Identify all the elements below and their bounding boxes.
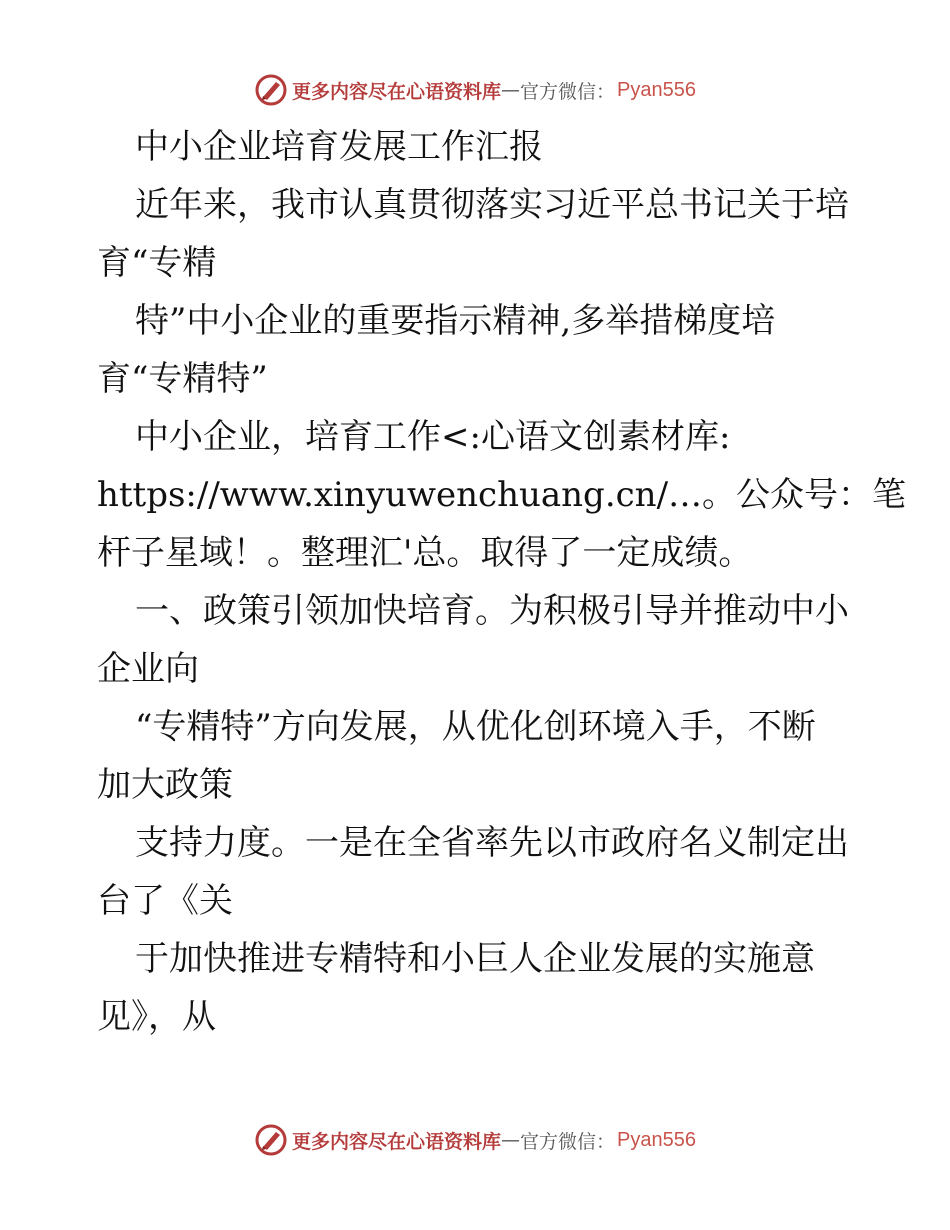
banner-wechat-id: Pyan556 [617,78,696,101]
text-line: “专精特”方向发展，从优化创环境入手，不断 [135,707,816,747]
banner-dash: — [501,1129,521,1151]
banner-wechat-id: Pyan556 [617,1128,696,1151]
text-line: 见》，从 [97,997,216,1037]
text-line: 杆子星域！。整理汇'总。取得了一定成绩。 [97,533,753,573]
text-line: 中小企业，培育工作<:心语文创素材库: [135,417,731,457]
banner-wechat-label: 官方微信： [520,1130,616,1153]
text-line: 支持力度。一是在全省率先以市政府名义制定出 [135,823,849,863]
section-heading-line: 一、政策引领加快培育。为积极引导并推动中小 [135,591,849,631]
text-line: 近年来，我市认真贯彻落实习近平总书记关于培 [135,185,849,225]
brush-logo-icon [254,73,288,107]
text-line-url: https://www.xinyuwenchuang.cn/…。公众号：笔 [97,475,907,515]
text-line: 加大政策 [97,765,233,805]
document-title: 中小企业培育发展工作汇报 [135,127,543,167]
text-line: 特”中小企业的重要指示精神,多举措梯度培 [135,301,776,341]
text-line: 于加快推进专精特和小巨人企业发展的实施意 [135,939,815,979]
banner-wechat-label: 官方微信： [520,80,616,103]
banner-red-text: 更多内容尽在心语资料库 [292,1130,502,1153]
footer-banner [0,1118,950,1162]
text-line: 企业向 [97,649,199,689]
banner-dash: — [501,79,521,101]
banner-red-text: 更多内容尽在心语资料库 [292,80,502,103]
brush-logo-icon [254,1123,288,1157]
text-line: 台了《关 [97,881,233,921]
header-banner [0,68,950,112]
text-line: 育“专精 [97,243,217,283]
text-line: 育“专精特” [97,359,268,399]
